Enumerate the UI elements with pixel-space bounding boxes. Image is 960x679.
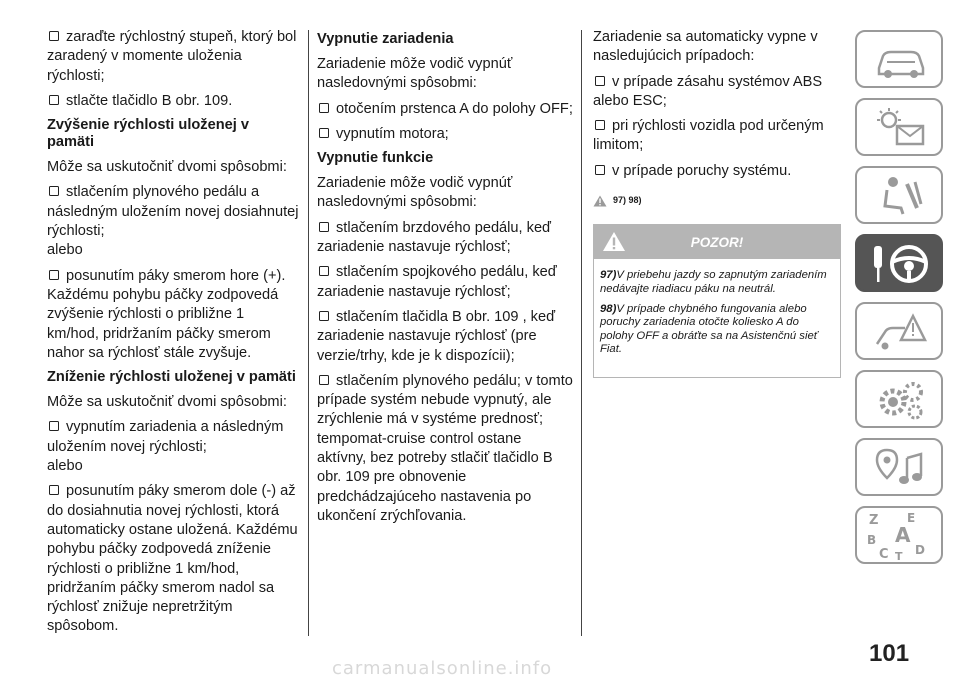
navigation-music-icon xyxy=(871,446,931,490)
warning-lights-envelope-icon xyxy=(871,106,931,150)
paragraph: Môže sa uskutočniť dvomi spôsobmi: xyxy=(47,394,287,411)
key-steering-wheel-icon xyxy=(871,242,933,288)
seat-airbag-icon xyxy=(871,174,931,218)
list-item: vypnutím motora; xyxy=(317,125,573,144)
tab-maintenance[interactable] xyxy=(855,370,943,428)
index-letter: D xyxy=(915,543,925,557)
bullet-box-icon xyxy=(319,266,329,276)
index-letter: T xyxy=(895,550,903,562)
tab-vehicle[interactable] xyxy=(855,30,943,88)
bullet-box-icon xyxy=(319,311,329,321)
paragraph: Zariadenie sa automaticky vypne v nasledujúcich prípadoch: xyxy=(593,29,818,65)
bullet-box-icon xyxy=(49,485,59,495)
bullet-box-icon xyxy=(49,31,59,41)
roadside-emergency-icon xyxy=(871,310,931,354)
list-item: pri rýchlosti vozidla pod určeným limitom; xyxy=(593,118,824,154)
warning-note: 97)V priebehu jazdy so zapnutým zariadením nedávajte riadiacu páku na neutrál. xyxy=(600,269,827,295)
list-item: posunutím páky smerom hore (+). Každému pohybu páčky zodpovedá zvýšenie rýchlosti o približne 1 km/hod, pridržaním páčky smerom nahor sa rýchlosť stále zvyšuje. xyxy=(47,267,286,361)
column-3 xyxy=(593,28,839,378)
bullet-box-icon xyxy=(49,95,59,105)
list-item: posunutím páky smerom dole (-) až do dosiahnutia novej rýchlosti, ktorá automaticky ostane uložená. Každému pohybu páčky zodpovedá zníženie rýchlosti o približne 1 km/hod, pridržaním páčky smerom nadol sa rýchlosť znižuje nepretržitým spôsobom. xyxy=(47,483,298,635)
bullet-box-icon xyxy=(319,103,329,113)
bullet-box-icon xyxy=(49,186,59,196)
gears-icon xyxy=(871,378,931,422)
warning-box-body xyxy=(594,259,840,377)
list-item: stlačením brzdového pedálu, keď zariadenie nastavuje rýchlosť; xyxy=(317,219,552,256)
list-item: vypnutím zariadenia a následným uložením novej rýchlosti; alebo xyxy=(47,419,284,475)
car-icon xyxy=(871,38,931,82)
bullet-box-icon xyxy=(595,120,605,130)
list-item: stlačte tlačidlo B obr. 109. xyxy=(47,92,299,111)
index-letter: Z xyxy=(869,513,879,528)
warning-box xyxy=(593,224,841,378)
list-item: stlačením spojkového pedálu, keď zariadenie nastavuje rýchlosť; xyxy=(317,264,557,300)
index-letter: E xyxy=(907,511,916,525)
paragraph: Zariadenie môže vodič vypnúť nasledovnými spôsobmi: xyxy=(317,56,513,92)
list-item: v prípade poruchy systému. xyxy=(593,162,839,181)
bullet-box-icon xyxy=(49,421,59,431)
tab-dashboard-lights[interactable] xyxy=(855,98,943,156)
paragraph: Zariadenie môže vodič vypnúť nasledovnými spôsobmi: xyxy=(317,175,513,211)
column-divider xyxy=(581,30,582,636)
section-heading: Vypnutie zariadenia xyxy=(317,31,454,47)
tab-safety[interactable] xyxy=(855,166,943,224)
watermark: carmanualsonline.info xyxy=(332,658,553,679)
warning-title: POZOR! xyxy=(690,234,744,250)
warning-triangle-icon xyxy=(593,195,607,207)
section-heading: Vypnutie funkcie xyxy=(317,150,434,167)
warning-box-header xyxy=(594,225,840,259)
bullet-box-icon xyxy=(49,270,59,280)
section-heading: Zvýšenie rýchlosti uloženej v pamäti xyxy=(47,117,249,151)
list-item: v prípade zásahu systémov ABS alebo ESC; xyxy=(593,73,823,109)
column-1 xyxy=(47,28,299,643)
warning-note: 98)V prípade chybného fungovania alebo poruchy zariadenia otočte koliesko A do polohy OFF a obráťte sa na Asistenčnú sieť Fiat. xyxy=(600,302,818,355)
bullet-box-icon xyxy=(319,128,329,138)
list-item: otočením prstenca A do polohy OFF; xyxy=(317,100,573,119)
column-divider xyxy=(308,30,309,636)
bullet-box-icon xyxy=(319,375,329,385)
paragraph: Môže sa uskutočniť dvomi spôsobmi: xyxy=(47,159,287,176)
warning-triangle-icon xyxy=(602,231,626,252)
column-2 xyxy=(317,28,573,532)
tab-alphabetical-index[interactable] xyxy=(855,506,943,564)
page-number: 101 xyxy=(869,640,910,667)
list-item: stlačením plynového pedálu; v tomto prípade systém nebude vypnutý, ale zrýchlenie má v systéme prednosť; tempomat-cruise control ostane aktívny, bez potreby stlačiť tlačidlo B obr. 109 pre obnovenie predchádzajúceho nastavenia po ukončení zrýchľovania. xyxy=(317,372,573,524)
index-letter: B xyxy=(867,533,877,547)
index-letter: C xyxy=(879,547,889,562)
tab-multimedia[interactable] xyxy=(855,438,943,496)
tab-emergency[interactable] xyxy=(855,302,943,360)
alphabet-index-icon xyxy=(867,510,931,562)
bullet-box-icon xyxy=(319,222,329,232)
tab-starting-driving[interactable] xyxy=(855,234,943,292)
note-references: 97) 98) xyxy=(593,191,839,210)
list-item: stlačením plynového pedálu a následným uložením novej dosiahnutej rýchlosti; alebo xyxy=(47,184,299,259)
bullet-box-icon xyxy=(595,165,605,175)
section-heading: Zníženie rýchlosti uloženej v pamäti xyxy=(47,369,296,386)
list-item: stlačením tlačidla B obr. 109 , keď zariadenie nastavuje rýchlosť (pre verzie/trhy, kde je k dispozícii); xyxy=(317,308,556,364)
list-item: zaraďte rýchlostný stupeň, ktorý bol zaradený v momente uloženia rýchlosti; xyxy=(47,29,297,84)
index-letter: A xyxy=(895,523,911,547)
bullet-box-icon xyxy=(595,76,605,86)
